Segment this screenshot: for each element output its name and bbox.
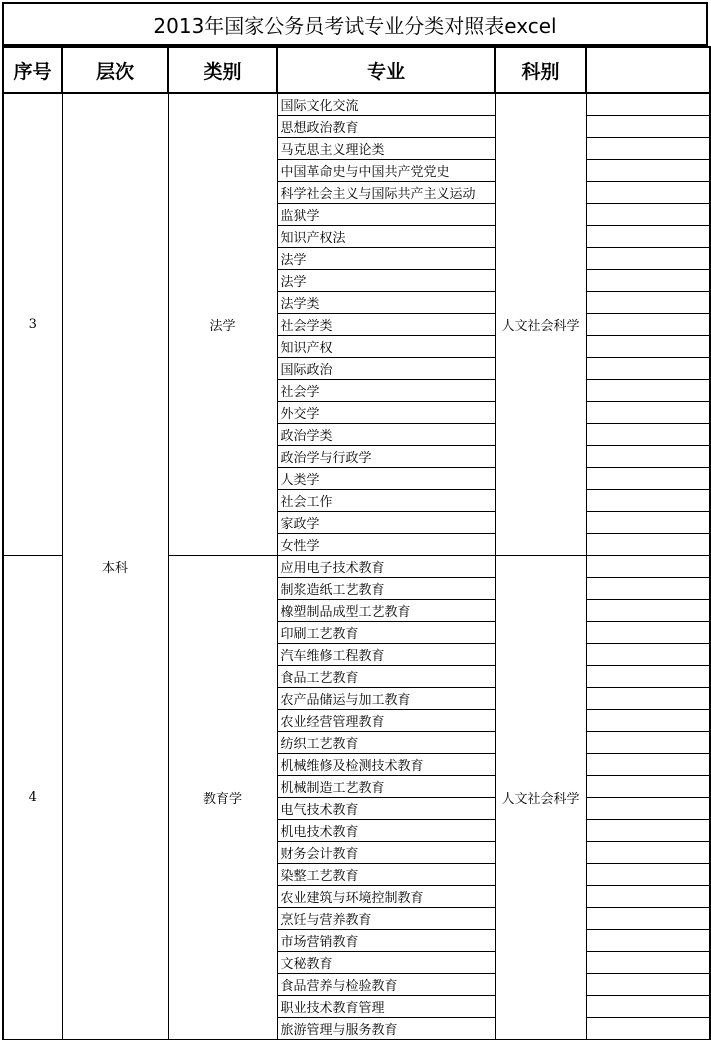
- header-major: 专业: [277, 47, 495, 93]
- empty-cell[interactable]: [586, 556, 710, 578]
- empty-cell[interactable]: [586, 270, 710, 292]
- major-cell[interactable]: 社会工作: [277, 490, 495, 512]
- major-cell[interactable]: 机械制造工艺教育: [277, 776, 495, 798]
- empty-cell[interactable]: [586, 996, 710, 1018]
- major-cell[interactable]: 政治学类: [277, 424, 495, 446]
- empty-cell[interactable]: [586, 710, 710, 732]
- major-cell[interactable]: 国际政治: [277, 358, 495, 380]
- major-cell[interactable]: 女性学: [277, 534, 495, 556]
- major-cell[interactable]: 纺织工艺教育: [277, 732, 495, 754]
- seq-cell[interactable]: 3: [3, 93, 62, 556]
- header-level: 层次: [62, 47, 168, 93]
- major-cell[interactable]: 科学社会主义与国际共产主义运动: [277, 182, 495, 204]
- table-row: [3, 93, 710, 116]
- major-cell[interactable]: 农产品储运与加工教育: [277, 688, 495, 710]
- seq-cell[interactable]: 4: [3, 556, 62, 1040]
- empty-cell[interactable]: [586, 116, 710, 138]
- level-cell[interactable]: 本科: [62, 93, 168, 1040]
- major-cell[interactable]: 马克思主义理论类: [277, 138, 495, 160]
- major-cell[interactable]: 思想政治教育: [277, 116, 495, 138]
- major-cell[interactable]: 食品营养与检验教育: [277, 974, 495, 996]
- empty-cell[interactable]: [586, 600, 710, 622]
- major-cell[interactable]: 国际文化交流: [277, 93, 495, 116]
- empty-cell[interactable]: [586, 534, 710, 556]
- major-cell[interactable]: 政治学与行政学: [277, 446, 495, 468]
- empty-cell[interactable]: [586, 292, 710, 314]
- major-cell[interactable]: 汽车维修工程教育: [277, 644, 495, 666]
- empty-cell[interactable]: [586, 798, 710, 820]
- subject-cell[interactable]: 人文社会科学: [495, 556, 586, 1040]
- header-extra: [586, 47, 710, 93]
- major-cell[interactable]: 染整工艺教育: [277, 864, 495, 886]
- major-cell[interactable]: 法学: [277, 270, 495, 292]
- empty-cell[interactable]: [586, 820, 710, 842]
- empty-cell[interactable]: [586, 182, 710, 204]
- major-cell[interactable]: 橡塑制品成型工艺教育: [277, 600, 495, 622]
- major-cell[interactable]: 知识产权: [277, 336, 495, 358]
- major-cell[interactable]: 旅游管理与服务教育: [277, 1018, 495, 1040]
- major-classification-table: [2, 46, 711, 1040]
- empty-cell[interactable]: [586, 842, 710, 864]
- empty-cell[interactable]: [586, 446, 710, 468]
- empty-cell[interactable]: [586, 622, 710, 644]
- empty-cell[interactable]: [586, 204, 710, 226]
- major-cell[interactable]: 机械维修及检测技术教育: [277, 754, 495, 776]
- major-cell[interactable]: 烹饪与营养教育: [277, 908, 495, 930]
- empty-cell[interactable]: [586, 490, 710, 512]
- major-cell[interactable]: 职业技术教育管理: [277, 996, 495, 1018]
- major-cell[interactable]: 外交学: [277, 402, 495, 424]
- empty-cell[interactable]: [586, 314, 710, 336]
- major-cell[interactable]: 市场营销教育: [277, 930, 495, 952]
- empty-cell[interactable]: [586, 402, 710, 424]
- empty-cell[interactable]: [586, 468, 710, 490]
- table-body: [3, 93, 710, 1040]
- major-cell[interactable]: 农业建筑与环境控制教育: [277, 886, 495, 908]
- major-cell[interactable]: 法学: [277, 248, 495, 270]
- empty-cell[interactable]: [586, 424, 710, 446]
- major-cell[interactable]: 人类学: [277, 468, 495, 490]
- major-cell[interactable]: 文秘教育: [277, 952, 495, 974]
- empty-cell[interactable]: [586, 248, 710, 270]
- empty-cell[interactable]: [586, 864, 710, 886]
- subject-cell[interactable]: 人文社会科学: [495, 93, 586, 556]
- empty-cell[interactable]: [586, 688, 710, 710]
- major-cell[interactable]: 财务会计教育: [277, 842, 495, 864]
- empty-cell[interactable]: [586, 666, 710, 688]
- major-cell[interactable]: 法学类: [277, 292, 495, 314]
- header-category: 类别: [168, 47, 277, 93]
- empty-cell[interactable]: [586, 776, 710, 798]
- empty-cell[interactable]: [586, 512, 710, 534]
- empty-cell[interactable]: [586, 644, 710, 666]
- empty-cell[interactable]: [586, 578, 710, 600]
- category-cell[interactable]: 法学: [168, 93, 277, 556]
- major-cell[interactable]: 社会学: [277, 380, 495, 402]
- major-cell[interactable]: 知识产权法: [277, 226, 495, 248]
- major-cell[interactable]: 监狱学: [277, 204, 495, 226]
- empty-cell[interactable]: [586, 336, 710, 358]
- empty-cell[interactable]: [586, 974, 710, 996]
- category-cell[interactable]: 教育学: [168, 556, 277, 1040]
- major-cell[interactable]: 社会学类: [277, 314, 495, 336]
- major-cell[interactable]: 电气技术教育: [277, 798, 495, 820]
- empty-cell[interactable]: [586, 138, 710, 160]
- major-cell[interactable]: 制浆造纸工艺教育: [277, 578, 495, 600]
- empty-cell[interactable]: [586, 908, 710, 930]
- empty-cell[interactable]: [586, 886, 710, 908]
- major-cell[interactable]: 食品工艺教育: [277, 666, 495, 688]
- empty-cell[interactable]: [586, 754, 710, 776]
- empty-cell[interactable]: [586, 226, 710, 248]
- major-cell[interactable]: 机电技术教育: [277, 820, 495, 842]
- empty-cell[interactable]: [586, 930, 710, 952]
- empty-cell[interactable]: [586, 380, 710, 402]
- header-row: [3, 47, 710, 93]
- major-cell[interactable]: 中国革命史与中国共产党党史: [277, 160, 495, 182]
- header-seq: 序号: [3, 47, 62, 93]
- empty-cell[interactable]: [586, 1018, 710, 1040]
- empty-cell[interactable]: [586, 732, 710, 754]
- empty-cell[interactable]: [586, 93, 710, 116]
- empty-cell[interactable]: [586, 160, 710, 182]
- major-cell[interactable]: 印刷工艺教育: [277, 622, 495, 644]
- empty-cell[interactable]: [586, 358, 710, 380]
- sheet-title: 2013年国家公务员考试专业分类对照表excel: [2, 2, 708, 46]
- major-cell[interactable]: 应用电子技术教育: [277, 556, 495, 578]
- major-cell[interactable]: 农业经营管理教育: [277, 710, 495, 732]
- major-cell[interactable]: 家政学: [277, 512, 495, 534]
- empty-cell[interactable]: [586, 952, 710, 974]
- header-subject: 科别: [495, 47, 586, 93]
